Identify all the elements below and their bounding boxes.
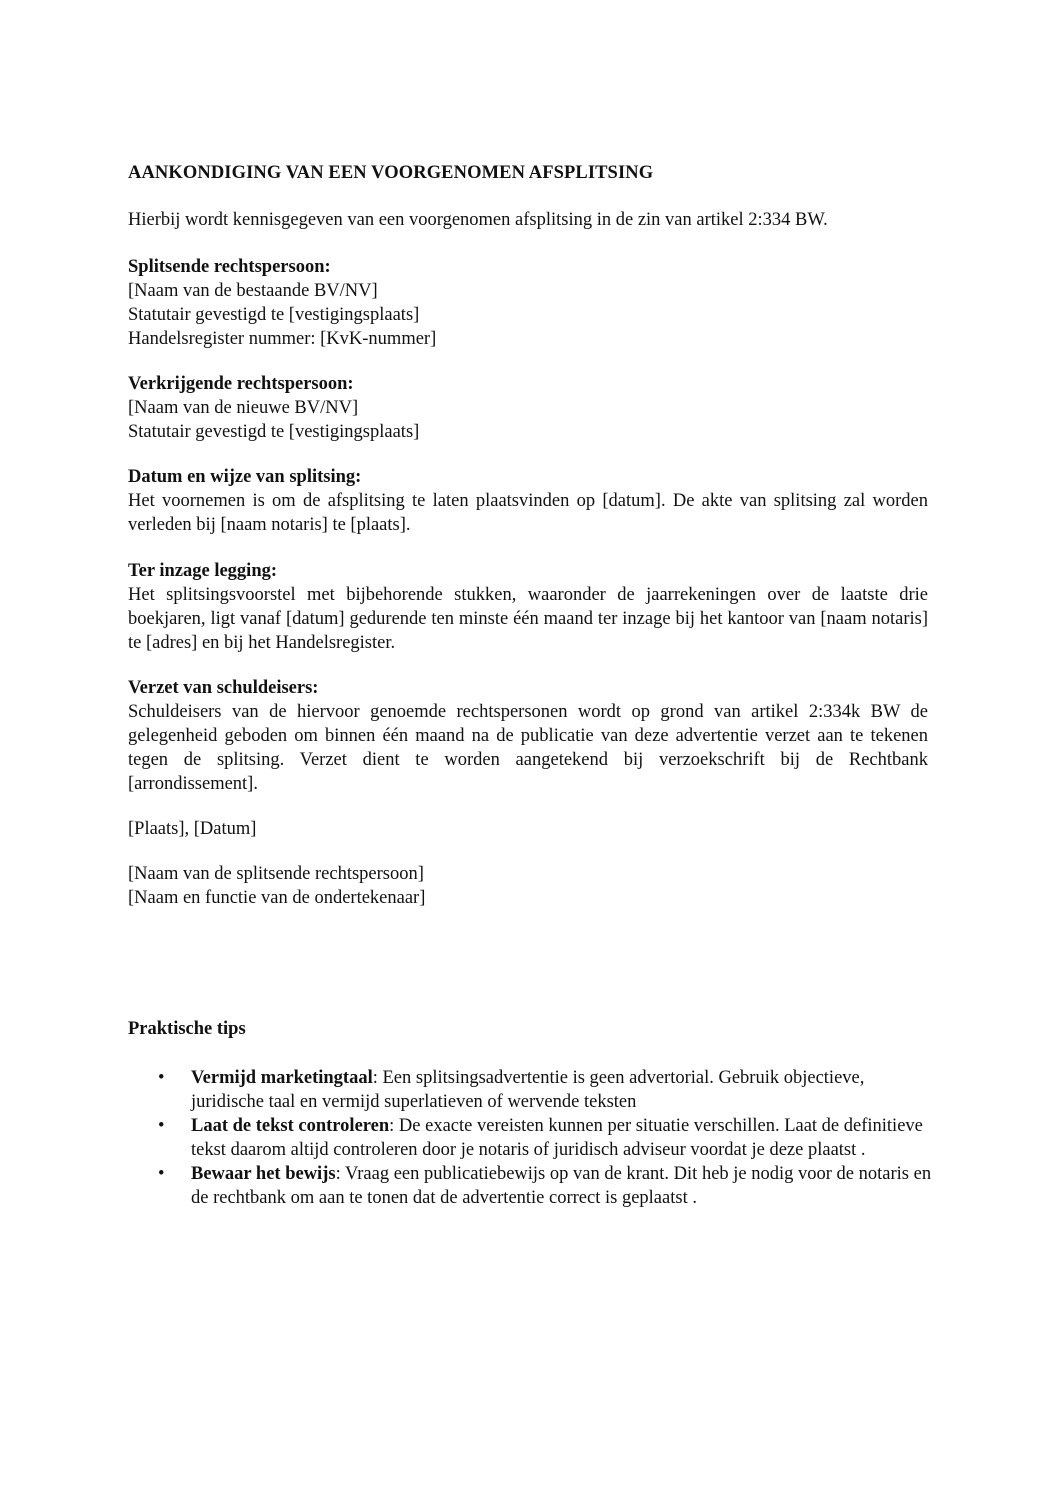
- bullet-icon: •: [158, 1068, 165, 1088]
- section-heading: Verzet van schuldeisers:: [128, 678, 319, 698]
- tip-label: Bewaar het bewijs: [191, 1164, 336, 1184]
- section-heading: Ter inzage legging:: [128, 561, 278, 581]
- bullet-icon: •: [158, 1164, 165, 1184]
- section-line: Statutair gevestigd te [vestigingsplaats]: [128, 305, 420, 325]
- section-verkrijgende: [128, 372, 938, 444]
- tips-list: [128, 1066, 938, 1210]
- section-heading: Verkrijgende rechtspersoon:: [128, 374, 354, 394]
- bullet-icon: •: [158, 1116, 165, 1136]
- place-date-text: [Plaats], [Datum]: [128, 819, 257, 839]
- section-verzet: [128, 676, 938, 796]
- tip-label: Vermijd marketingtaal: [191, 1068, 373, 1088]
- signature-line: [Naam en functie van de ondertekenaar]: [128, 888, 426, 908]
- section-heading: Datum en wijze van splitsing:: [128, 467, 362, 487]
- section-line: Statutair gevestigd te [vestigingsplaats]: [128, 422, 420, 442]
- section-datum: [128, 465, 938, 537]
- list-item: [128, 1066, 941, 1114]
- signature-block: [128, 862, 938, 910]
- section-text: Het voornemen is om de afsplitsing te laten plaatsvinden op [datum]. De akte van splitsing zal worden verleden bij [naam notaris] te [plaats].: [128, 491, 928, 535]
- tip-label: Laat de tekst controleren: [191, 1116, 390, 1136]
- section-text: Schuldeisers van de hiervoor genoemde rechtspersonen wordt op grond van artikel 2:334k BW de gelegenheid geboden om binnen één maand na de publicatie van deze advertentie verzet aan te tekenen tegen de splitsing. Verzet dient te worden aangetekend bij verzoekschrift bij de Rechtbank [arrondissement].: [128, 702, 928, 794]
- tip-text: : Vraag een publicatiebewijs op van de krant. Dit heb je nodig voor de notaris en de rechtbank om aan te tonen dat de advertentie correct is geplaatst .: [191, 1164, 932, 1208]
- section-text: Het splitsingsvoorstel met bijbehorende stukken, waaronder de jaarrekeningen over de laatste drie boekjaren, ligt vanaf [datum] gedurende ten minste één maand ter inzage bij het kantoor van [naam notaris] te [adres] en bij het Handelsregister.: [128, 585, 928, 653]
- section-line: [Naam van de bestaande BV/NV]: [128, 281, 378, 301]
- section-inzage: [128, 559, 938, 655]
- tip-text: : Een splitsingsadvertentie is geen advertorial. Gebruik objectieve, juridische taal en vermijd superlatieven of wervende teksten: [191, 1068, 865, 1112]
- list-item: [128, 1114, 941, 1162]
- place-date: [128, 817, 938, 841]
- signature-line: [Naam van de splitsende rechtspersoon]: [128, 864, 424, 884]
- list-item: [128, 1162, 941, 1210]
- section-heading: Splitsende rechtspersoon:: [128, 257, 331, 277]
- section-line: [Naam van de nieuwe BV/NV]: [128, 398, 359, 418]
- tips-title: Praktische tips: [128, 1019, 246, 1039]
- intro-paragraph: Hierbij wordt kennisgegeven van een voorgenomen afsplitsing in de zin van artikel 2:334 BW.: [128, 210, 828, 230]
- tip-text: : De exacte vereisten kunnen per situatie verschillen. Laat de definitieve tekst daarom altijd controleren door je notaris of juridisch adviseur voordat je deze plaatst .: [191, 1116, 923, 1160]
- document-title: AANKONDIGING VAN EEN VOORGENOMEN AFSPLITSING: [128, 163, 654, 183]
- section-splitsende: [128, 255, 938, 351]
- section-line: Handelsregister nummer: [KvK-nummer]: [128, 329, 437, 349]
